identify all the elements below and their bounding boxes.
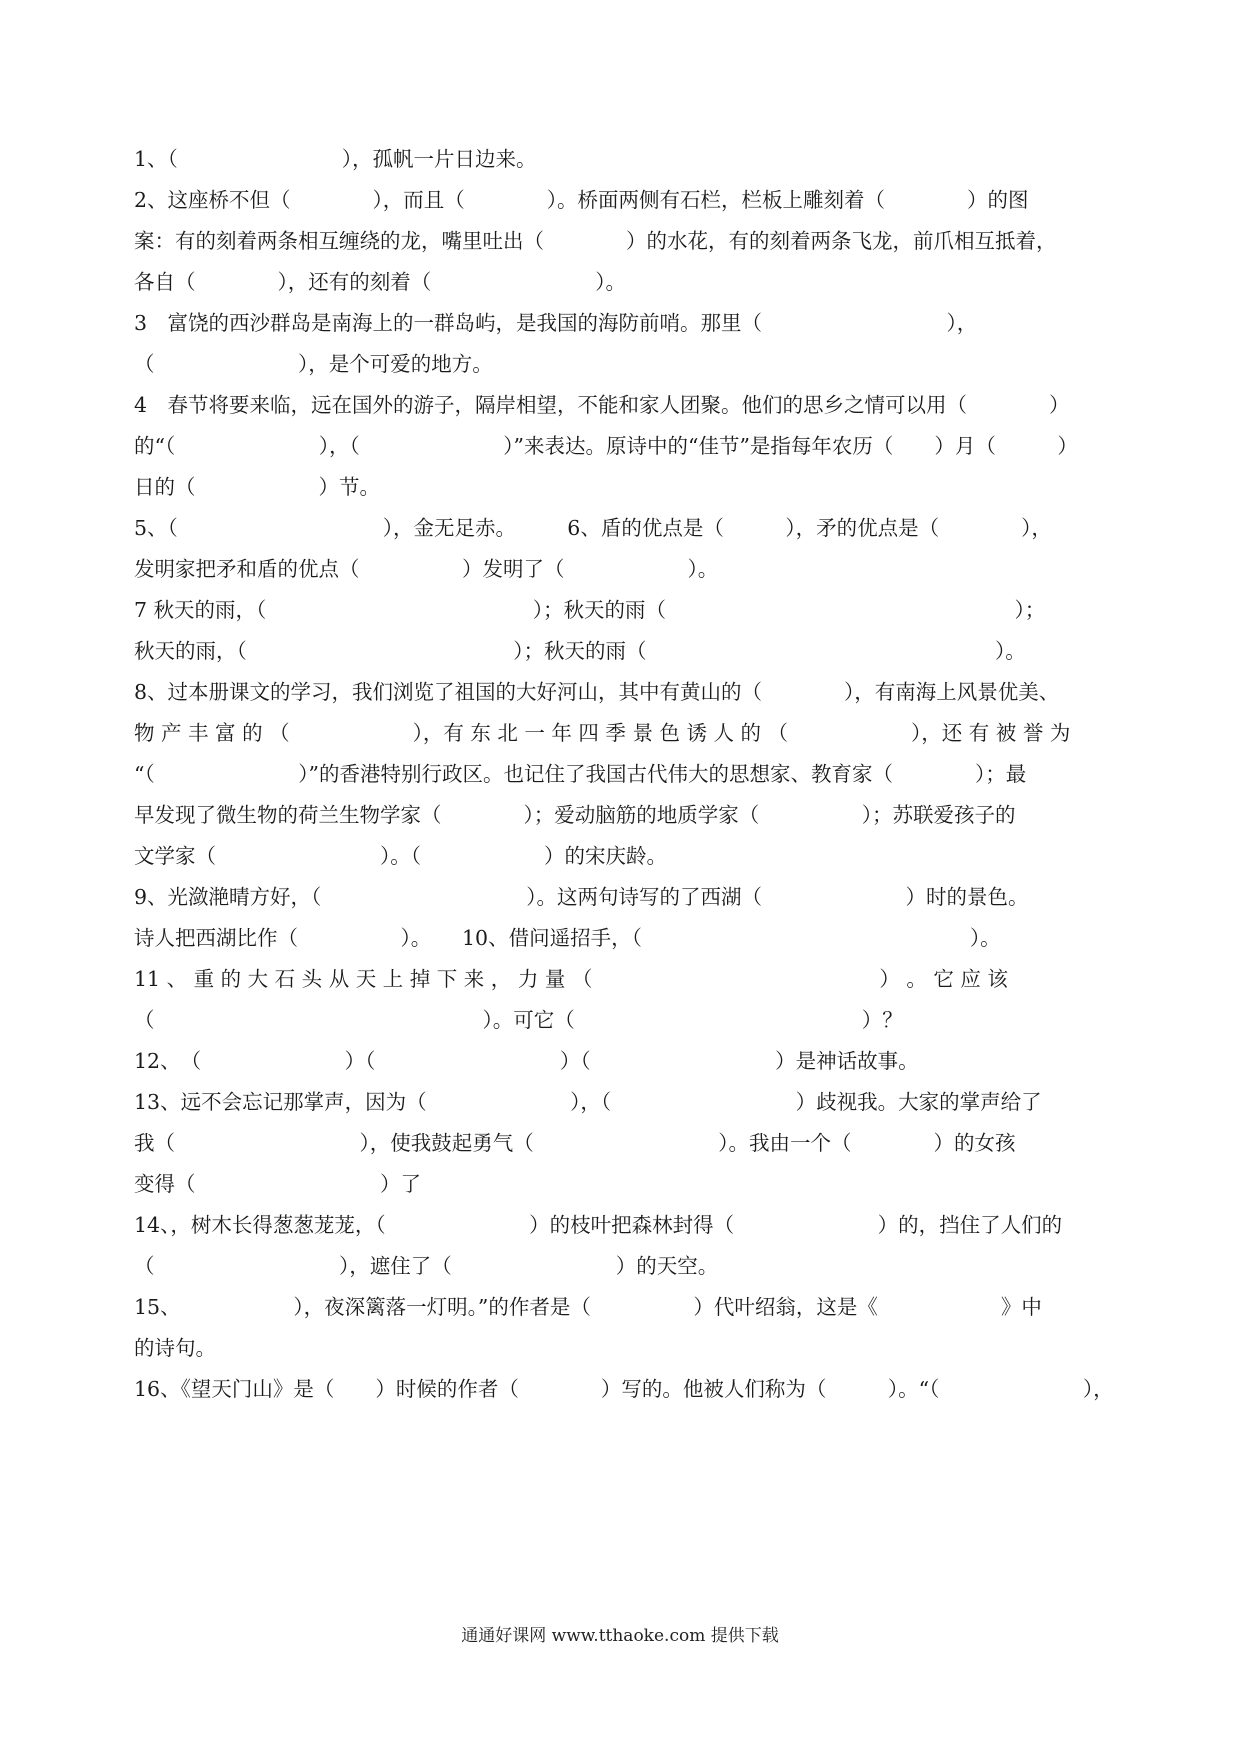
question-line: 物 产 丰 富 的 （ ），有 东 北 一 年 四 季 景 色 诱 人 的 （ ），还 有 被 誉 为 [134, 721, 1071, 745]
question-line: 各自（ ），还有的刻着（ ）。 [134, 270, 626, 294]
question-line: 14、，树木长得葱葱茏茏，（ ）的枝叶把森林封得（ ）的，挡住了人们的 [134, 1213, 1063, 1237]
footer-download-note: 通通好课网 www.tthaoke.com 提供下载 [461, 1626, 779, 1646]
question-line: 案：有的刻着两条相互缠绕的龙，嘴里吐出（ ）的水花，有的刻着两条飞龙，前爪相互抵着， [134, 229, 1057, 253]
question-line: 8、过本册课文的学习，我们浏览了祖国的大好河山，其中有黄山的（ ），有南海上风景优美、 [134, 680, 1060, 704]
question-line: 文学家（ ）。（ ）的宋庆龄。 [134, 844, 667, 868]
question-line: （ ），遮住了（ ）的天空。 [134, 1254, 719, 1278]
question-line: 12、 （ ）（ ）（ ）是神话故事。 [134, 1049, 919, 1073]
question-line: 13、远不会忘记那掌声，因为（ ），（ ）歧视我。大家的掌声给了 [134, 1090, 1042, 1114]
question-line: 16、《望天门山》是（ ）时候的作者（ ）写的。他被人们称为（ ）。“（ ）， [134, 1377, 1114, 1401]
question-line: 4 春节将要来临，远在国外的游子，隔岸相望，不能和家人团聚。他们的思乡之情可以用（ ） [134, 393, 1070, 417]
question-line: （ ）。可它（ ）？ [134, 1008, 903, 1032]
question-line: 诗人把西湖比作（ ）。 10、借问遥招手，（ ）。 [134, 926, 1001, 950]
question-line: 1、（ ），孤帆一片日边来。 [134, 147, 537, 171]
question-line: 发明家把矛和盾的优点（ ）发明了（ ）。 [134, 557, 719, 581]
question-line: 变得（ ）了 [134, 1172, 421, 1196]
question-line: （ ），是个可爱的地方。 [134, 352, 493, 376]
question-line: 日的（ ）节。 [134, 475, 380, 499]
question-line: 早发现了微生物的荷兰生物学家（ ）；爱动脑筋的地质学家（ ）；苏联爱孩子的 [134, 803, 1016, 827]
question-line: 7 秋天的雨，（ ）；秋天的雨（ ）； [134, 598, 1046, 622]
question-line: 的“（ ），（ ）”来表达。原诗中的“佳节”是指每年农历（ ）月（ ） [134, 434, 1078, 458]
question-line: 秋天的雨，（ ）；秋天的雨（ ）。 [134, 639, 1026, 663]
question-line: 9、光潋滟晴方好，（ ）。这两句诗写的了西湖（ ）时的景色。 [134, 885, 1029, 909]
question-line: 11 、 重 的 大 石 头 从 天 上 掉 下 来 ， 力 量 （ ） 。 它 应 该 [134, 967, 1008, 991]
question-line: 2、这座桥不但（ ），而且（ ）。桥面两侧有石栏，栏板上雕刻着（ ）的图 [134, 188, 1029, 212]
question-line: “（ ）”的香港特别行政区。也记住了我国古代伟大的思想家、教育家（ ）；最 [134, 762, 1027, 786]
question-line: 的诗句。 [134, 1336, 216, 1360]
question-line: 3 富饶的西沙群岛是南海上的一群岛屿，是我国的海防前哨。那里（ ）， [134, 311, 978, 335]
question-line: 15、 ），夜深篱落一灯明。”的作者是（ ）代叶绍翁，这是《 》中 [134, 1295, 1042, 1319]
question-line: 我（ ），使我鼓起勇气（ ）。我由一个（ ）的女孩 [134, 1131, 1016, 1155]
question-line: 5、（ ），金无足赤。 6、盾的优点是（ ），矛的优点是（ ）， [134, 516, 1052, 540]
